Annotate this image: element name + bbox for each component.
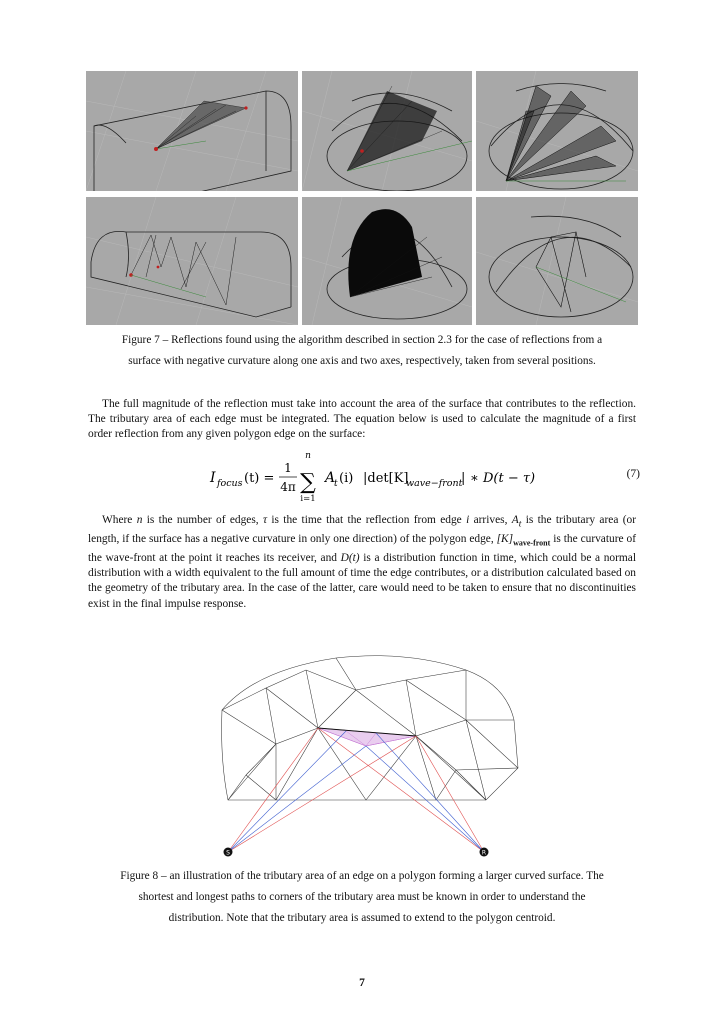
eq-term1-sub: t (334, 479, 338, 489)
source-marker-label: S (226, 849, 230, 857)
eq-sum-top: n (305, 451, 311, 461)
pv-K: [K] (496, 533, 514, 546)
render-two-axis-reflection-c (302, 197, 472, 325)
eq-lhs-sub: focus (217, 478, 243, 489)
pv-Dt: D(t) (340, 551, 360, 564)
pv-n: n (136, 514, 143, 526)
render-two-axis-reflection-b (476, 71, 638, 191)
render-two-axis-reflection-d (476, 197, 638, 325)
render-one-axis-reflection-a (86, 71, 298, 191)
paragraph-variables-text (88, 513, 636, 612)
pv-tau: τ (262, 514, 268, 526)
pv-4: arrives, (469, 514, 512, 526)
pv-At: A (511, 514, 519, 526)
render-one-axis-reflection-b (86, 197, 298, 325)
eq-sum-bottom: i=1 (300, 494, 316, 504)
figure7-panel-4 (86, 197, 298, 325)
pv-7: is a distribution function in time, which could be a normal distribution with a width equivalent to the full amount of time the edge contributes, or a distribution calculated based on the geometry of the tributary area. In the case of the latter, care would need to be taken to ensure that no discontinuities exist in the final impulse response. (88, 551, 636, 610)
page-number: 7 (359, 977, 365, 989)
pv-2: is the number of edges, (142, 514, 263, 526)
eq-term1: A (325, 470, 336, 486)
eq-frac-num: 1 (284, 461, 292, 475)
pv-At-sub: t (518, 519, 522, 530)
eq-tail: ∗ D(t − τ) (470, 471, 536, 486)
figure7-panel-5 (302, 197, 472, 325)
eq-lhs-arg: (t) = (244, 471, 275, 486)
paragraph-variables (88, 513, 636, 612)
eq-det: |det[K] (363, 471, 409, 486)
receiver-marker-label: R (481, 849, 487, 857)
figure8-caption-line3: distribution. Note that the tributary area is assumed to extend to the polygon centroid. (168, 912, 556, 924)
eq-frac-den: 4π (280, 480, 296, 494)
equation-7 (160, 452, 640, 502)
figure8-caption-line1: Figure 8 – an illustration of the tributary area of an edge on a polygon forming a larger curved surface. The (120, 870, 604, 882)
figure7-panel-6 (476, 197, 638, 325)
figure7-panel-1 (86, 71, 298, 191)
eq-det-sub: wave−front (406, 478, 463, 489)
eq-term1-arg: (i) (339, 471, 354, 486)
paragraph-magnitude (88, 397, 636, 443)
pv-1: Where (102, 514, 137, 526)
eq-det-close: | (461, 471, 466, 486)
figure7-caption-line1: Figure 7 – Reflections found using the algorithm described in section 2.3 for the case of reflections from a (121, 334, 603, 346)
pv-K-sub: wave-front (513, 538, 551, 548)
figure7-panel-2 (302, 71, 472, 191)
pv-6: is the curvature of the wave-front at the point it reaches its receiver, and (88, 533, 636, 564)
figure7-panel-3 (476, 71, 638, 191)
figure8-illustration (216, 640, 520, 860)
figure7-caption-line2: surface with negative curvature along one axis and two axes, respectively, taken from several positions. (128, 355, 596, 367)
render-two-axis-reflection-a (302, 71, 472, 191)
eq-lhs: I (210, 470, 216, 486)
equation-number: (7) (626, 468, 640, 480)
eq-sum-sign: ∑ (300, 470, 316, 495)
figure8-caption-line2: shortest and longest paths to corners of the tributary area must be known in order to understand the (138, 891, 586, 903)
figure7-caption (80, 330, 644, 372)
pv-3: is the time that the reflection from edge (267, 514, 467, 526)
pv-i: i (466, 514, 470, 526)
figure8-caption (80, 866, 644, 929)
paragraph-magnitude-text: The full magnitude of the reflection must take into account the area of the surface that contributes to the reflection. The tributary area of each edge must be integrated. The equation below is used to calculate the magnitude of a first order reflection from any given polygon edge on the surface: (88, 398, 636, 441)
pv-5: is the tributary area (or length, if the surface has a negative curvature in only one direction) of the polygon edge, (88, 514, 637, 546)
